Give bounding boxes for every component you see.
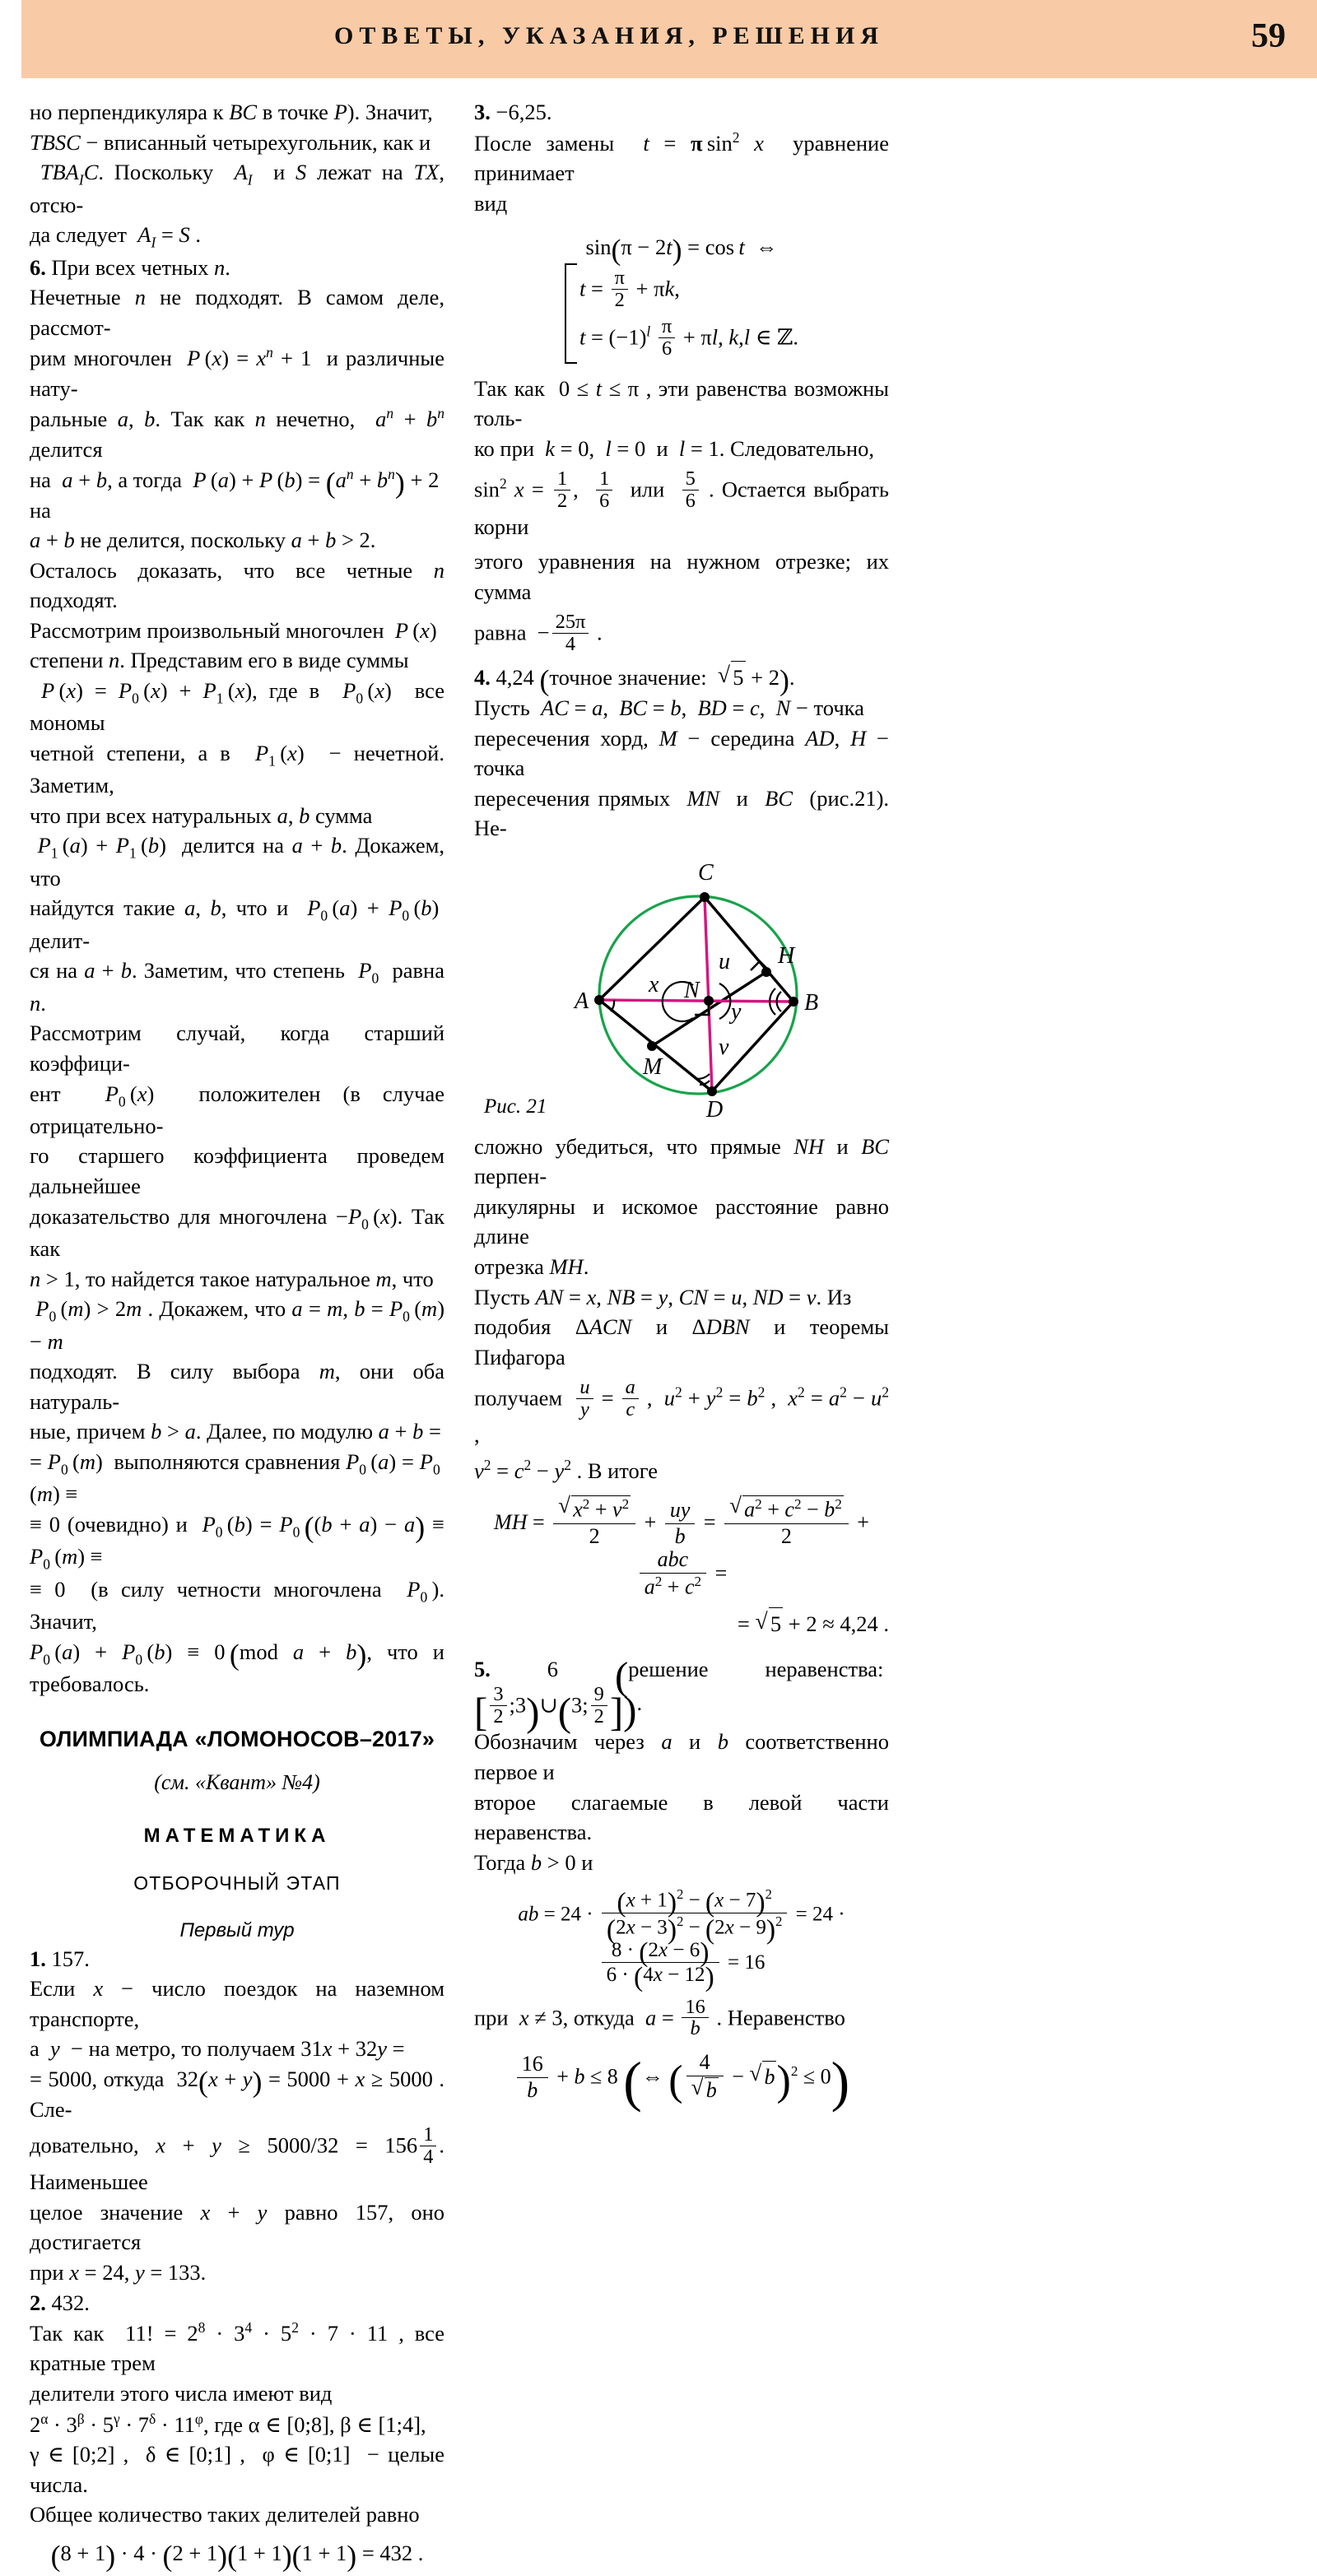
display-ab-formula: ab = 24 · $\frac{(x + 1)^2 - (x - 7)^2}{(2x - 3)^2 - (2x - 9)^2}$ = 24 · $\frac{8 \cdot (2x - 6)}{6 \cdot (4x - 12)}$ = 16 bbox=[518, 1886, 845, 1993]
body-line: ≡ 0 (в силу четности многочлена $P_0$ ). Значит, bbox=[30, 1576, 444, 1634]
body-line: делители этого числа имеют вид bbox=[30, 2381, 333, 2406]
problem-number: 2. bbox=[30, 2290, 46, 2315]
display-mh-formula: MH = √ $\frac{x^2 + v^2}{2}$ + $\frac{uy}{b}$ = √ $\frac{a^2 + c^2 - b^2}{2}$ + abc $a^2 + c^2$ = bbox=[474, 1495, 889, 1599]
body-line: что при всех натуральных a, b сумма bbox=[30, 802, 373, 828]
body-line: вид bbox=[474, 190, 508, 216]
figure-caption: Рис. 21 bbox=[484, 1095, 547, 1118]
body-line: доказательство для многочлена $-P_0$ (x). Так как bbox=[30, 1203, 444, 1262]
problem-number: 1. bbox=[30, 1946, 46, 1971]
label-D: D bbox=[706, 1096, 724, 1123]
body-line: подобия ΔACN и ΔDBN и теоремы Пифагора bbox=[474, 1314, 889, 1369]
body-line: пересечения хорд, M − середина AD, H − точка bbox=[474, 725, 889, 781]
problem-2-display-formula: (8 + 1) · 4 · (2 + 1)(1 + 1)(1 + 1) = 432 . bbox=[50, 2539, 424, 2573]
problem-number: 5. bbox=[474, 1656, 491, 1681]
figure-svg bbox=[474, 853, 889, 1125]
body-line: сложно убедиться, что прямые NH и BC перпен- bbox=[474, 1133, 889, 1189]
body-line: a + b не делится, поскольку a + b > 2. bbox=[30, 528, 376, 553]
answer-text: 432. bbox=[51, 2290, 90, 2315]
angle-arc-d bbox=[696, 1074, 710, 1079]
heading-source: (см. «Квант» №4) bbox=[154, 1769, 320, 1794]
label-y: y bbox=[731, 998, 742, 1025]
label-B: B bbox=[804, 989, 819, 1016]
body-line: Пусть AN = x, NB = y, CN = u, ND = v. Из bbox=[474, 1284, 852, 1309]
paragraph-continuation: но перпендикуляра к BC в точке P). Значит, bbox=[30, 100, 433, 124]
answer-text: −6,25. bbox=[496, 100, 552, 124]
body-line: го старшего коэффициента проведем дальнейшее bbox=[30, 1143, 444, 1199]
body-line: при x ≠ 3, откуда a = $\frac{16}{b}$ . Неравенство bbox=[474, 1995, 845, 2040]
case-row-2: $t = (-1)^l$ $\frac{\pi}{6}$ + πl, k,l ∈ ℤ. bbox=[579, 315, 799, 360]
body-line: ≡ 0 (очевидно) и $P_0$ $(b) = P_0$ $((b + a) - a) \equiv P_0$ (m) ≡ bbox=[30, 1510, 444, 1573]
cases-bracket bbox=[565, 262, 798, 365]
heading-stage: ОТБОРОЧНЫЙ ЭТАП bbox=[133, 1872, 341, 1894]
paragraph-continuation-line: да следует $A_I = S$ . bbox=[30, 222, 201, 251]
body-line: $P_1$ $(a) + P_1$ (b) делится на a + b. Докажем, что bbox=[30, 833, 444, 890]
page-title: ОТВЕТЫ, УКАЗАНИЯ, РЕШЕНИЯ bbox=[334, 22, 884, 49]
body-line: степени n. Представим его в виде суммы bbox=[30, 648, 409, 673]
body-line: ент $P_0$ (x) положителен (в случае отрицательно- bbox=[30, 1081, 444, 1138]
heading-olympiad: ОЛИМПИАДА «ЛОМОНОСОВ–2017» bbox=[39, 1726, 435, 1751]
problem-number: 4. bbox=[474, 665, 491, 690]
problem-2-answer bbox=[30, 2288, 444, 2318]
body-line: получаем $\frac{u}{y}$ = $\frac{a}{c}$ , $u^2 + y^2 = b^2$ , $x^2 = a^2 - u^2$ , bbox=[474, 1376, 890, 1448]
body-line: рим многочлен P $(x) = x^n + 1$ и различные нату- bbox=[30, 344, 444, 401]
label-v: v bbox=[719, 1034, 729, 1060]
body-line: ные, причем b > a. Далее, по модулю a + b = bbox=[30, 1419, 441, 1444]
problem-1-body: Если x − число поездок на наземном транспорте, bbox=[30, 1976, 444, 2031]
body-line: довательно, x + y ≥ 5000/32 = 156 $\frac{1}{4}$ . Наименьшее bbox=[30, 2123, 444, 2195]
angle-arc-a bbox=[611, 1000, 614, 1011]
body-line: четной степени, а в $P_1$ (x) − нечетной. Заметим, bbox=[30, 740, 444, 798]
label-C: C bbox=[698, 859, 714, 886]
body-line: этого уравнения на нужном отрезке; их сумма bbox=[474, 549, 889, 604]
body-line: найдутся такие a, b, что и $P_0$ $(a) + P_0$ (b) делит- bbox=[30, 895, 444, 953]
body-line: ральные a, b. Так как n нечетно, $a^n + b^n$ делится bbox=[30, 405, 444, 462]
body-line: Тогда b > 0 и bbox=[474, 1849, 593, 1875]
body-line: а y − на метро, то получаем 31x + 32y = bbox=[30, 2036, 405, 2062]
heading-subject: МАТЕМАТИКА bbox=[143, 1824, 331, 1847]
body-line: дикулярны и искомое расстояние равно длине bbox=[474, 1193, 889, 1249]
paragraph-continuation-line: TBSC − вписанный четырехугольник, как и bbox=[30, 129, 431, 155]
body-line: ко при k = 0, l = 0 и l = 1. Следовательно, bbox=[474, 435, 874, 461]
body-line: отрезка MH. bbox=[474, 1254, 589, 1280]
body-line: подходят. В силу выбора m, они оба натураль- bbox=[30, 1359, 445, 1414]
case-row-1: t = $\frac{\pi}{2}$ + πk, bbox=[579, 267, 680, 311]
problem-6-body: Нечетные n не подходят. В самом деле, рассмот- bbox=[30, 285, 444, 340]
page-number: 59 bbox=[1251, 17, 1286, 55]
body-line: = $P_0$ (m) выполняются сравнения $P_0$ $(a) = P_0$ (m) ≡ bbox=[30, 1448, 444, 1507]
body-line: $P_0$ $(a) + P_0$ (b) ≡ 0 (mod a + b), что и требовалось. bbox=[30, 1638, 444, 1697]
problem-4-answer: 4. 4,24 (точное значение: √ 5 + 2). bbox=[474, 661, 889, 693]
body-line: при x = 24, y = 133. bbox=[30, 2259, 207, 2285]
label-M: M bbox=[643, 1053, 663, 1080]
problem-1-answer bbox=[30, 1944, 444, 1974]
problem-2-body: Так как 11! = $2^8 \cdot 3^4 \cdot 5^2 \cdot 7 \cdot 11$ , все кратные трем bbox=[30, 2319, 444, 2376]
body-line: $2^\alpha \cdot 3^\beta \cdot 5^\gamma \cdot 7^\delta \cdot 11^\varphi$, где α ∈ [0;8], β ∈ [1;4], bbox=[30, 2410, 426, 2437]
problem-4-body: Пусть AC = a, BC = b, BD = c, N − точка bbox=[474, 695, 864, 720]
answer-text: При всех четных n. bbox=[51, 254, 230, 280]
right-column bbox=[474, 97, 890, 2113]
problem-3-body: После замены t = π $\sin^2 x$ уравнение принимает bbox=[474, 128, 889, 185]
label-u: u bbox=[719, 948, 730, 974]
display-mh-result: = √ 5 + 2 ≈ 4,24 . bbox=[474, 1607, 889, 1639]
body-line: P $(x) = P_0$ $(x) + P_1$ (x), где в $P_0$ (x) все мономы bbox=[30, 677, 445, 736]
label-N: N bbox=[684, 977, 700, 1003]
body-line: целое значение x + y равно 157, оно достигается bbox=[30, 2199, 444, 2255]
body-line: Рассмотрим произвольный многочлен P (x) bbox=[30, 617, 437, 643]
label-x: x bbox=[649, 971, 659, 997]
body-line: пересечения прямых MN и BC (рис.21). Не- bbox=[474, 785, 890, 841]
problem-5-body: Обозначим через a и b соответственно первое и bbox=[474, 1729, 889, 1784]
body-line: = 5000, откуда 32(x + y) = 5000 + x ≥ 5000 . Сле- bbox=[30, 2065, 444, 2122]
answer-text: 157. bbox=[51, 1946, 90, 1971]
body-line: равна − $\frac{25\pi}{4}$ . bbox=[474, 611, 603, 655]
problem-5-answer: 5. 6 (решение неравенства: [ $\frac{3}{2}$ ;3)∪(3; $\frac{9}{2}$ ]). bbox=[474, 1653, 889, 1735]
problem-number: 3. bbox=[474, 100, 491, 124]
body-line: $v^2 = c^2 - y^2$ . В итоге bbox=[474, 1457, 658, 1483]
body-line: Осталось доказать, что все четные n подходят. bbox=[30, 557, 444, 613]
problem-6-answer bbox=[30, 253, 444, 283]
body-line: ся на a + b. Заметим, что степень $P_0$ равна n. bbox=[30, 958, 444, 1016]
label-A: A bbox=[575, 988, 589, 1014]
body-line: второе слагаемые в левой части неравенства. bbox=[474, 1789, 889, 1845]
body-line: n > 1, то найдется такое натуральное m, что bbox=[30, 1266, 434, 1291]
problem-number: 6. bbox=[30, 254, 46, 280]
heading-tour: Первый тур bbox=[179, 1918, 295, 1941]
figure-ris-21 bbox=[474, 853, 889, 1125]
left-column bbox=[30, 97, 444, 2576]
body-line: $\sin^2 x$ = $\frac{1}{2}$ , $\frac{1}{6}$ или $\frac{5}{6}$ . Остается выбрать корни bbox=[474, 467, 889, 539]
problem-3-display-equation: sin(π − 2t) = cos t ⇔ t = $\frac{\pi}{2}$ + πk, $t = (-1)^l$ $\frac{\pi}{6}$ + πl, k,l ∈ ℤ. bbox=[474, 230, 889, 365]
body-line: $P_0$ (m) > 2m . Докажем, что a = m, $b = P_0$ (m) − m bbox=[30, 1296, 445, 1354]
paragraph-continuation-line: $TBA_IC$. Поскольку $A_I$ и S лежат на TX, отсю- bbox=[30, 160, 444, 217]
body-line: на a + b, а тогда P (a) + P $(b) = (a^n + b^n) + 2$ на bbox=[30, 466, 444, 523]
label-H: H bbox=[778, 942, 795, 969]
body-line: Так как 0 ≤ t ≤ π , эти равенства возможны толь- bbox=[474, 375, 889, 431]
body-line: Общее количество таких делителей равно bbox=[30, 2502, 420, 2527]
problem-3-answer bbox=[474, 97, 889, 128]
body-line: Рассмотрим случай, когда старший коэффици- bbox=[30, 1021, 444, 1076]
display-final-inequality: $\frac{16}{b}$ + b ≤ 8 (⇔ ( 4 √ b − √ b)$^2$ ≤ 0) bbox=[474, 2051, 889, 2102]
body-line: γ ∈ [0;2] , δ ∈ [0;1] , φ ∈ [0;1] − целые числа. bbox=[30, 2441, 444, 2497]
